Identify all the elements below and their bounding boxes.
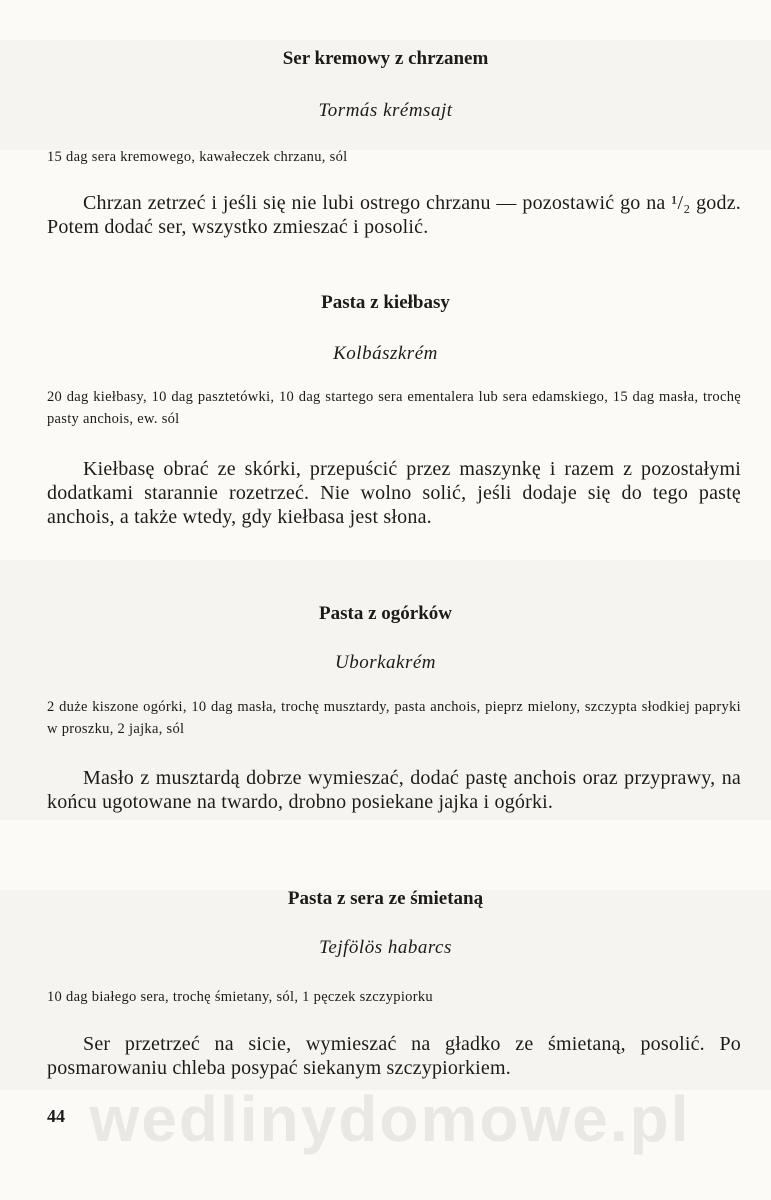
recipe-subtitle: Uborkakrém — [334, 652, 437, 673]
recipe-title: Pasta z ogórków — [319, 603, 452, 624]
recipe-instructions: Masło z musztardą dobrze wymieszać, dodać pastę anchois oraz przyprawy, na końcu ugotowane na twardo, drobno posiekane jajka i ogórki. — [47, 767, 741, 813]
recipe-instructions: Ser przetrzeć na sicie, wymieszać na gładko ze śmietaną, posolić. Po posmarowaniu chleba posypać siekanym szczypiorkiem. — [47, 1033, 741, 1079]
recipe-ingredients: 10 dag białego sera, trochę śmietany, sól, 1 pęczek szczypiorku — [47, 989, 433, 1005]
recipe-ingredients: 2 duże kiszone ogórki, 10 dag masła, trochę musztardy, pasta anchois, pieprz mielony, szczypta słodkiej papryki w proszku, 2 jajka, sól — [47, 699, 741, 737]
recipe-title: Ser kremowy z chrzanem — [282, 48, 489, 69]
recipe-instructions: Chrzan zetrzeć i jeśli się nie lubi ostrego chrzanu — pozostawić go na ¹/₂ godz. Potem dodać ser, wszystko zmieszać i posolić. — [47, 192, 741, 238]
recipe-title: Pasta z sera ze śmietaną — [287, 888, 484, 909]
recipe-instructions: Kiełbasę obrać ze skórki, przepuścić przez maszynkę i razem z pozostałymi dodatkami starannie rozetrzeć. Nie wolno solić, jeśli dodaje się do tego pastę anchois, a także wtedy, gdy kiełbasa jest słona. — [47, 458, 741, 528]
recipe-subtitle: Tejfölös habarcs — [319, 937, 452, 958]
recipe-ingredients: 15 dag sera kremowego, kawałeczek chrzanu, sól — [47, 149, 348, 165]
recipe-title: Pasta z kiełbasy — [321, 292, 450, 313]
page-number: 44 — [47, 1106, 65, 1126]
site-watermark: wedlinydomowe.pl — [89, 1083, 691, 1155]
recipe-subtitle: Tormás krémsajt — [318, 100, 453, 121]
recipe-ingredients: 20 dag kiełbasy, 10 dag pasztetówki, 10 dag startego sera ementalera lub sera edamskiego, 15 dag masła, trochę pasty anchois, ew. sól — [47, 389, 741, 427]
recipe-subtitle: Kolbászkrém — [333, 343, 438, 364]
